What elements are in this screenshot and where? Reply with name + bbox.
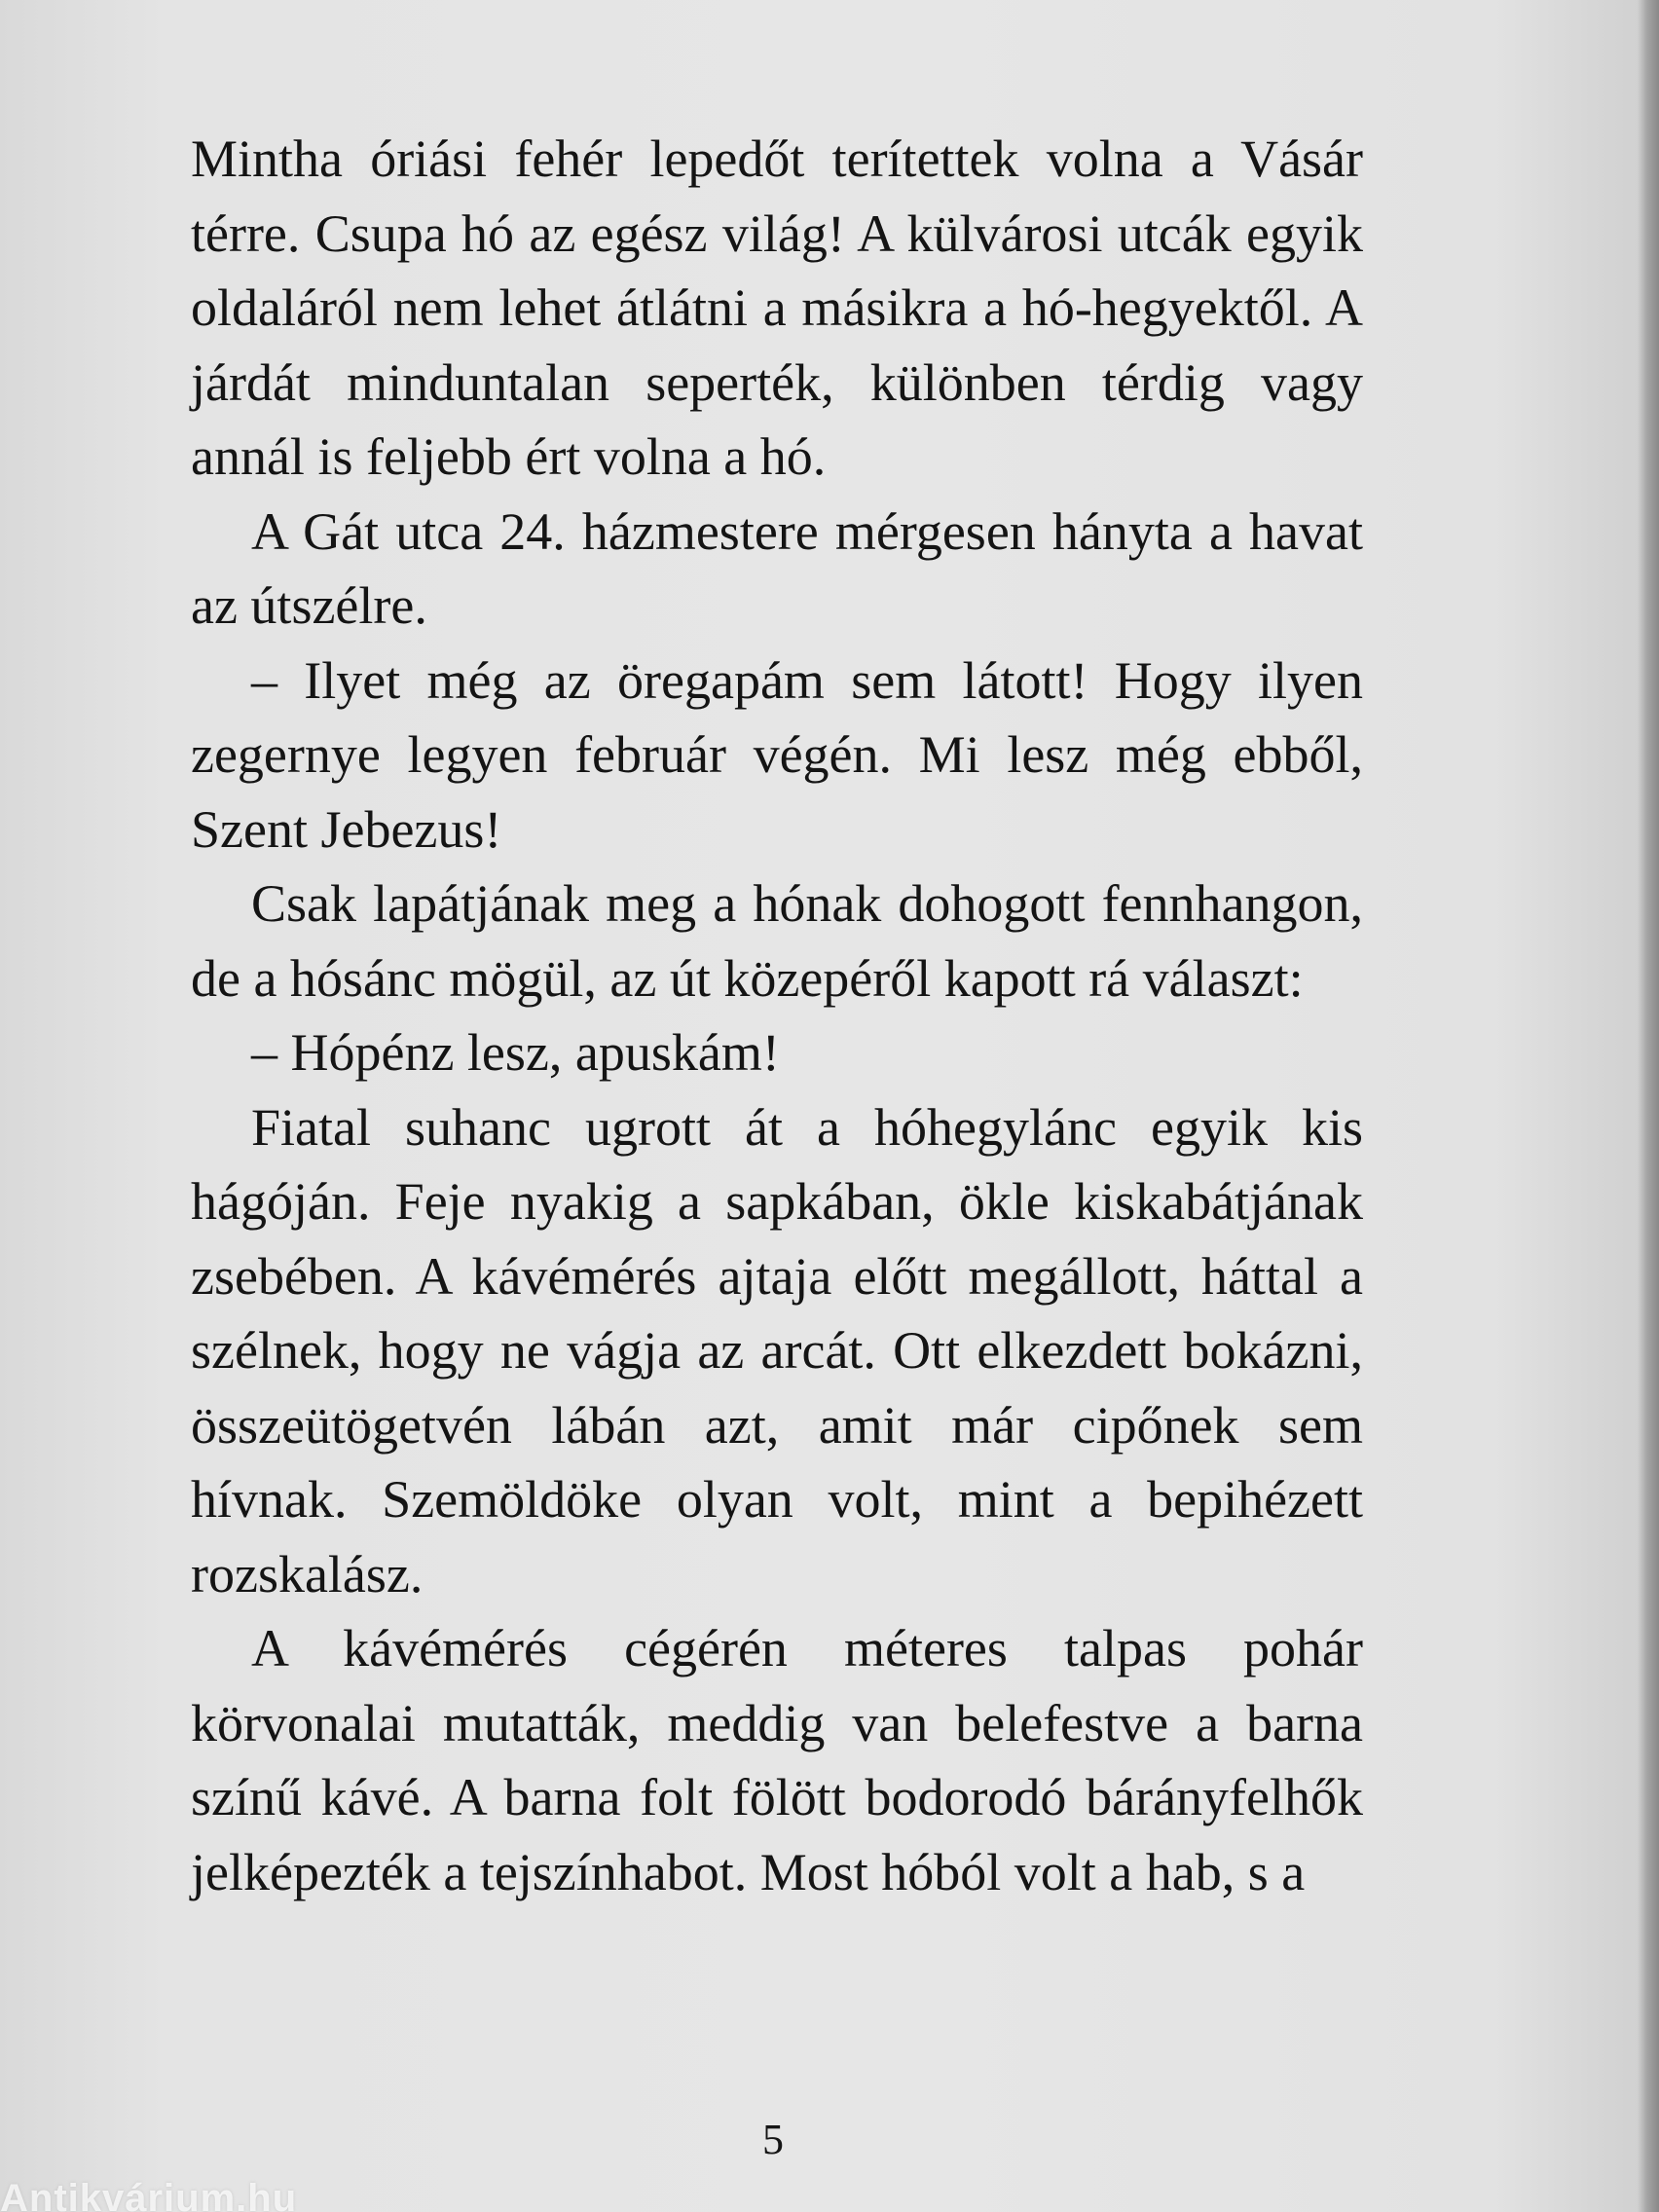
paragraph-5: – Hópénz lesz, apuskám! [251,1023,780,1082]
page-number: 5 [762,2116,784,2163]
paragraph-4: Csak lapátjának meg a hónak dohogott fennhangon, de a hósánc mögül, az út közepéről kapott rá választ: [191,874,1363,1008]
paragraph-6: Fiatal suhanc ugrott át a hóhegylánc egyik kis hágóján. Feje nyakig a sapkában, ökle kiskabátjának zsebében. A kávémérés ajtaja előtt megállott, háttal a szélnek, hogy ne vágja az arcát. Ott elkezdett bokázni, összeütögetvén lábán azt, amit már cipőnek sem hívnak. Szemöldöke olyan volt, mint a bepihézett rozskalász. [191,1097,1363,1604]
page-edge-shadow [1638,0,1659,2212]
paragraph-7: A kávémérés cégérén méteres talpas pohár körvonalai mutatták, meddig van belefestve a barna színű kávé. A barna folt fölött bodorodó bárányfelhők jelképezték a tejszínhabot. Most hóból volt a hab, s a [191,1619,1363,1901]
paragraph-1: Mintha óriási fehér lepedőt terítettek volna a Vásár térre. Csupa hó az egész világ! A külvárosi utcák egyik oldaláról nem lehet átlátni a másikra a hó-hegyektől. A járdát minduntalan seperték, különben térdig vagy annál is feljebb ért volna a hó. [191,129,1363,486]
paragraph-3: – Ilyet még az öregapám sem látott! Hogy ilyen zegernye legyen február végén. Mi lesz még ebből, Szent Jebezus! [191,650,1363,859]
watermark: Antikvárium.hu [0,2177,298,2212]
paragraph-2: A Gát utca 24. házmestere mérgesen hányta a havat az útszélre. [191,501,1363,635]
body-text [191,122,1363,1909]
